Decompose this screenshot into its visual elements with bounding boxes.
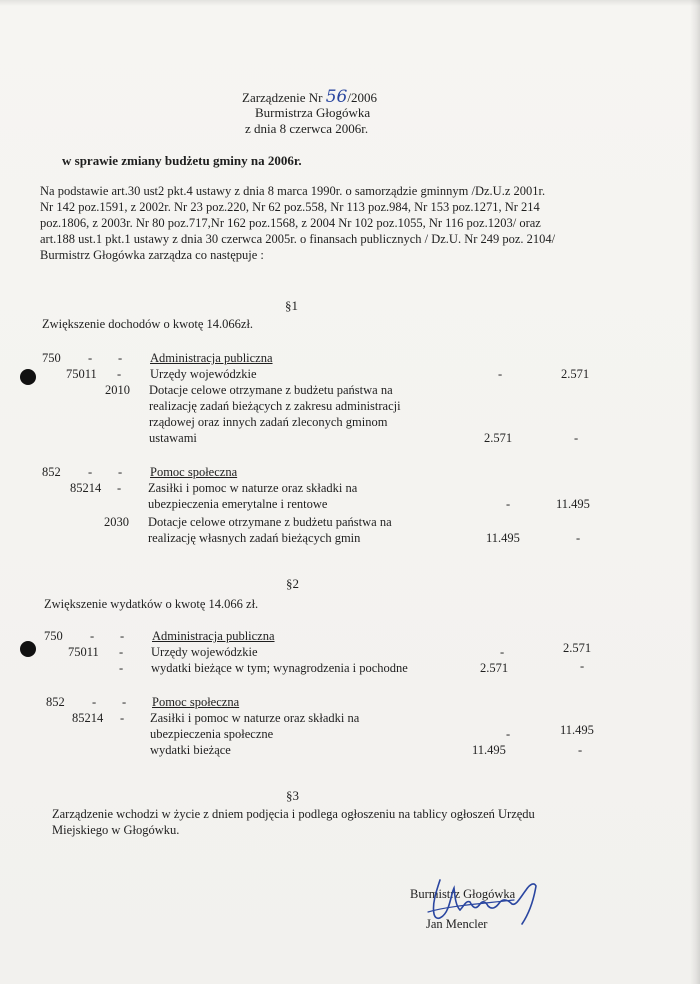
subject-line: w sprawie zmiany budżetu gminy na 2006r. <box>62 153 302 168</box>
handwritten-signature-icon <box>418 870 548 930</box>
header-suffix: /2006 <box>347 90 377 105</box>
dash: - <box>120 711 125 725</box>
paragraf-line: rządowej oraz innych zadań zleconych gminom <box>149 415 388 429</box>
header-line-1 <box>242 89 377 106</box>
legal-basis-line: Burmistrz Głogówka zarządza co następuje : <box>40 248 264 262</box>
dash: - <box>88 351 93 365</box>
dzial-name: Administracja publiczna <box>152 629 275 643</box>
sub-item: wydatki bieżące <box>150 743 231 757</box>
dzial-code: 750 <box>44 629 63 643</box>
amount-col-2: - <box>574 431 579 445</box>
amount-col-1: - <box>506 727 511 741</box>
dzial-code: 852 <box>42 465 61 479</box>
header-line-3: z dnia 8 czerwca 2006r. <box>245 121 369 136</box>
paragraf-line: realizację zadań bieżących z zakresu administracji <box>149 399 401 413</box>
header-prefix: Zarządzenie Nr <box>242 90 323 105</box>
section-1-symbol: §1 <box>285 298 298 313</box>
sub-item: wydatki bieżące w tym; wynagrodzenia i pochodne <box>151 661 408 675</box>
amount-col-2: 11.495 <box>556 497 590 511</box>
paragraf-line: realizację własnych zadań bieżących gmin <box>148 531 361 545</box>
amount-col-2: - <box>580 659 585 673</box>
rozdzial-line: Zasiłki i pomoc w naturze oraz składki na <box>148 481 358 495</box>
amount-col-2: 11.495 <box>560 723 594 737</box>
amount-col-1: 2.571 <box>480 661 509 675</box>
dzial-code: 852 <box>46 695 65 709</box>
amount-col-2: 2.571 <box>563 641 592 655</box>
rozdzial-line: ubezpieczenia emerytalne i rentowe <box>148 497 328 511</box>
closing-line: Miejskiego w Głogówku. <box>52 823 180 837</box>
dash: - <box>117 481 122 495</box>
dzial-name: Pomoc społeczna <box>152 695 240 709</box>
amount-col-1: - <box>500 645 505 659</box>
rozdzial-code: 75011 <box>66 367 97 381</box>
section-2-symbol: §2 <box>286 576 299 591</box>
dash: - <box>120 629 125 643</box>
dzial-name: Pomoc społeczna <box>150 465 238 479</box>
paragraf-line: Dotacje celowe otrzymane z budżetu państwa na <box>149 383 393 397</box>
amount-col-2: - <box>576 531 581 545</box>
dash: - <box>117 367 122 381</box>
dash: - <box>90 629 95 643</box>
rozdzial-line: Zasiłki i pomoc w naturze oraz składki na <box>150 711 360 725</box>
dash: - <box>88 465 93 479</box>
paragraf-code: 2030 <box>104 515 129 529</box>
amount-col-1: 11.495 <box>486 531 520 545</box>
legal-basis-line: Nr 142 poz.1591, z 2002r. Nr 23 poz.220, Nr 62 poz.558, Nr 113 poz.984, Nr 153 poz.1271, Nr 214 <box>40 200 540 214</box>
rozdzial-name: Urzędy wojewódzkie <box>150 367 257 381</box>
amount-col-1: 11.495 <box>472 743 506 757</box>
signature-title: Burmistrz Głogówka <box>410 887 516 901</box>
punch-hole-top <box>20 369 36 385</box>
amount-col-1: - <box>506 497 511 511</box>
legal-basis-line: art.188 ust.1 pkt.1 ustawy z dnia 30 czerwca 2005r. o finansach publicznych / Dz.U. Nr 249 poz. 2104/ <box>40 232 556 246</box>
amount-col-1: 2.571 <box>484 431 513 445</box>
rozdzial-code: 85214 <box>70 481 102 495</box>
signature-name: Jan Mencler <box>426 917 488 931</box>
scan-top-shadow <box>0 0 700 6</box>
rozdzial-code: 85214 <box>72 711 104 725</box>
dzial-name: Administracja publiczna <box>150 351 273 365</box>
header-line-2: Burmistrza Głogówka <box>255 105 371 120</box>
dash: - <box>122 695 127 709</box>
closing-line: Zarządzenie wchodzi w życie z dniem podjęcia i podlega ogłoszeniu na tablicy ogłoszeń Urzędu <box>52 807 535 821</box>
amount-col-2: - <box>578 743 583 757</box>
scan-edge-shadow <box>690 0 700 984</box>
dash: - <box>119 661 124 675</box>
dash: - <box>119 645 124 659</box>
rozdzial-name: Urzędy wojewódzkie <box>151 645 258 659</box>
dash: - <box>118 351 123 365</box>
paragraf-code: 2010 <box>105 383 130 397</box>
section-2-intro: Zwiększenie wydatków o kwotę 14.066 zł. <box>44 597 259 611</box>
handwritten-number: 56 <box>325 87 348 107</box>
paragraf-line: ustawami <box>149 431 197 445</box>
rozdzial-line: ubezpieczenia społeczne <box>150 727 274 741</box>
section-3-symbol: §3 <box>286 788 299 803</box>
legal-basis-line: poz.1806, z 2003r. Nr 80 poz.717,Nr 162 poz.1568, z 2004 Nr 102 poz.1055, Nr 116 poz.1203/ oraz <box>40 216 541 230</box>
amount-col-2: 2.571 <box>561 367 590 381</box>
rozdzial-code: 75011 <box>68 645 99 659</box>
dzial-code: 750 <box>42 351 61 365</box>
paragraf-line: Dotacje celowe otrzymane z budżetu państwa na <box>148 515 392 529</box>
legal-basis-line: Na podstawie art.30 ust2 pkt.4 ustawy z dnia 8 marca 1990r. o samorządzie gminnym /Dz.U.z 2001r. <box>40 184 546 198</box>
section-1-intro: Zwiększenie dochodów o kwotę 14.066zł. <box>42 317 254 331</box>
amount-col-1: - <box>498 367 503 381</box>
dash: - <box>92 695 97 709</box>
punch-hole-bottom <box>20 641 36 657</box>
dash: - <box>118 465 123 479</box>
